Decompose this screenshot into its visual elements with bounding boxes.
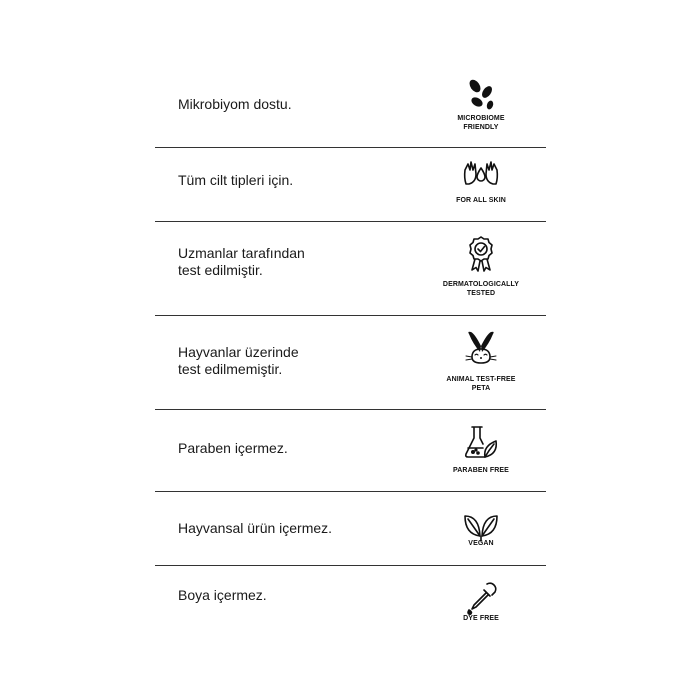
caption-all-skin: FOR ALL SKIN [456, 197, 506, 204]
caption-paraben-free: PARABEN FREE [453, 467, 509, 474]
feature-label-paraben-free: Paraben içermez. [178, 440, 288, 456]
dropper-icon [463, 580, 499, 616]
feature-label-dye-free: Boya içermez. [178, 587, 267, 603]
microbiome-icon [463, 76, 499, 112]
leaves-icon [463, 506, 499, 542]
row-divider [155, 409, 546, 410]
row-divider [155, 565, 546, 566]
feature-label-microbiome: Mikrobiyom dostu. [178, 96, 292, 112]
caption-microbiome: MICROBIOME FRIENDLY [457, 115, 505, 131]
caption-dermatologically-tested: DERMATOLOGICALLY TESTED [442, 281, 520, 297]
row-divider [155, 147, 546, 148]
caption-vegan: VEGAN [468, 540, 494, 547]
flask-leaf-icon [463, 424, 499, 460]
row-divider [155, 491, 546, 492]
hands-droplet-icon [463, 156, 499, 192]
feature-label-dermatologically-tested: Uzmanlar tarafından test edilmiştir. [178, 245, 305, 278]
award-badge-icon [463, 236, 499, 272]
feature-label-all-skin: Tüm cilt tipleri için. [178, 172, 294, 188]
bunny-heart-icon [463, 330, 499, 366]
caption-dye-free: DYE FREE [463, 615, 499, 622]
feature-label-animal-test-free: Hayvanlar üzerinde test edilmemiştir. [178, 344, 299, 377]
caption-animal-test-free: ANIMAL TEST-FREE PETA [446, 376, 516, 392]
row-divider [155, 315, 546, 316]
feature-label-vegan: Hayvansal ürün içermez. [178, 520, 333, 536]
row-divider [155, 221, 546, 222]
